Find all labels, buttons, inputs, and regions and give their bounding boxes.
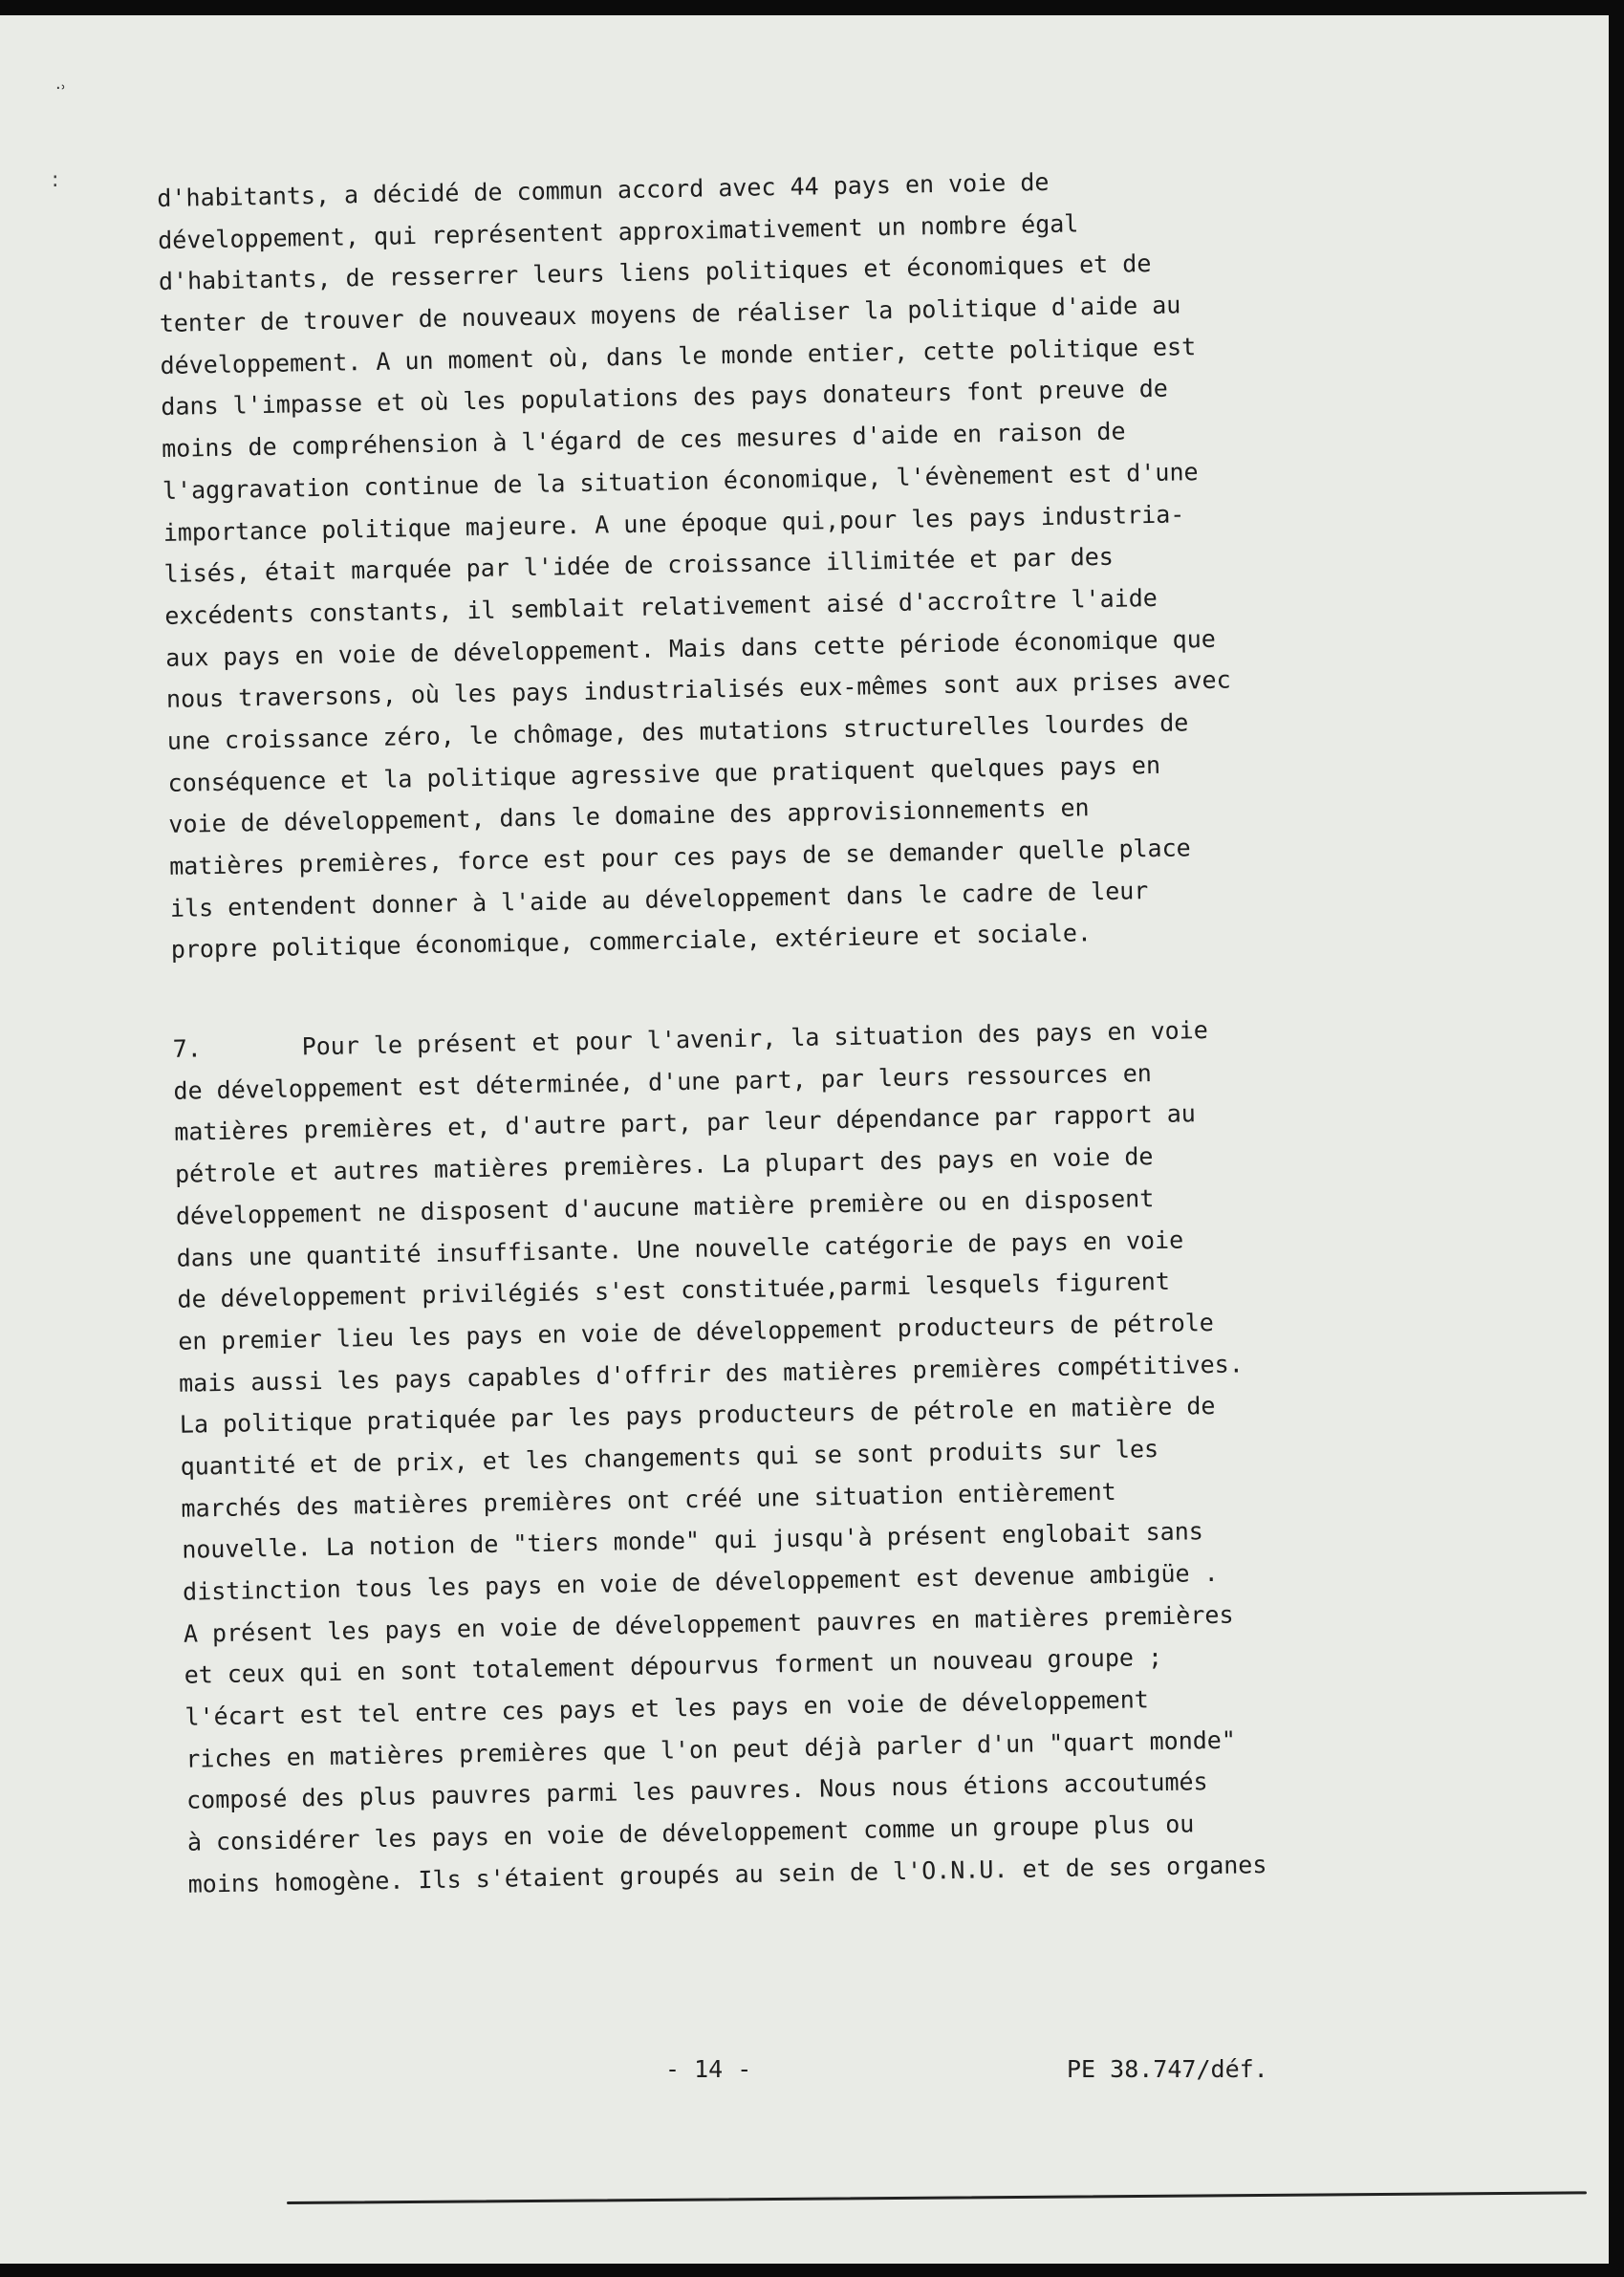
text-line: riches en matières premières que l'on peut déjà parler d'un "quart monde" (185, 1725, 1237, 1773)
text-line: développement, qui représentent approximativement un nombre égal (157, 209, 1079, 254)
text-line: importance politique majeure. A une époque qui,pour les pays industria- (162, 499, 1185, 547)
text-line: dans une quantité insuffisante. Une nouvelle catégorie de pays en voie (176, 1225, 1184, 1272)
text-line: dans l'impasse et où les populations des pays donateurs font preuve de (161, 375, 1169, 422)
text-line: nouvelle. La notion de "tiers monde" qui jusqu'à présent englobait sans (182, 1517, 1204, 1565)
text-line: moins homogène. Ils s'étaient groupés au sein de l'O.N.U. et de ses organes (187, 1850, 1267, 1898)
text-line: aux pays en voie de développement. Mais dans cette période économique que (164, 624, 1217, 672)
text-line: et ceux qui en sont totalement dépourvus forment un nouveau groupe ; (184, 1643, 1163, 1690)
text-line: matières premières et, d'autre part, par leur dépendance par rapport au (174, 1099, 1197, 1147)
text-line: marchés des matières premières ont créé une situation entièrement (181, 1477, 1116, 1523)
text-line: quantité et de prix, et les changements qui se sont produits sur les (180, 1434, 1159, 1481)
paragraph-7 (172, 1007, 1402, 1906)
text-line: une croissance zéro, le chômage, des mutations structurelles lourdes de (166, 708, 1189, 755)
document-reference: PE 38.747/déf. (1067, 2055, 1268, 2083)
page-number: - 14 - (665, 2055, 752, 2083)
text-line: l'écart est tel entre ces pays et les pays en voie de développement (184, 1685, 1150, 1731)
text-line: tenter de trouver de nouveaux moyens de réaliser la politique d'aide au (159, 291, 1181, 338)
text-line: distinction tous les pays en voie de développement est devenue ambigüe . (182, 1558, 1219, 1606)
text-line: mais aussi les pays capables d'offrir des matières premières compétitives. (178, 1349, 1244, 1398)
text-line: de développement privilégiés s'est constituée,parmi lesquels figurent (177, 1267, 1171, 1313)
scan-mark: : (52, 168, 59, 192)
text-line: propre politique économique, commerciale, extérieure et sociale. (170, 919, 1093, 965)
text-line: A présent les pays en voie de développement pauvres en matières premières (183, 1600, 1234, 1648)
text-line: lisés, était marquée par l'idée de croissance illimitée et par des (163, 542, 1115, 589)
text-line: voie de développement, dans le domaine des approvisionnements en (168, 793, 1090, 839)
text-line: d'habitants, a décidé de commun accord avec 44 pays en voie de (157, 167, 1050, 212)
text-line: Pour le présent et pour l'avenir, la situation des pays en voie (301, 1016, 1209, 1061)
text-line: composé des plus pauvres parmi les pauvres. Nous nous étions accoutumés (185, 1767, 1208, 1815)
text-line: en premier lieu les pays en voie de développement producteurs de pétrole (178, 1308, 1215, 1355)
scan-mark: ·˒ (55, 78, 67, 98)
body-text (157, 156, 1402, 1905)
text-line: nous traversons, où les pays industrialisés eux-mêmes sont aux prises avec (165, 665, 1231, 714)
text-line: ils entendent donner à l'aide au développement dans le cadre de leur (169, 876, 1149, 922)
text-line: excédents constants, il semblait relativement aisé d'accroître l'aide (164, 583, 1158, 630)
text-line: développement. A un moment où, dans le monde entier, cette politique est (160, 332, 1197, 380)
text-line: La politique pratiquée par les pays producteurs de pétrole en matière de (179, 1392, 1216, 1440)
document-page (0, 15, 1609, 2264)
text-line: pétrole et autres matières premières. La plupart des pays en voie de (174, 1142, 1154, 1188)
text-line: conséquence et la politique agressive que pratiquent quelques pays en (167, 750, 1161, 797)
paragraph-number: 7. (172, 1034, 203, 1063)
text-line: d'habitants, de resserrer leurs liens politiques et économiques et de (158, 249, 1152, 296)
text-line: matières premières, force est pour ces pays de se demander quelle place (168, 834, 1191, 880)
text-line: moins de compréhension à l'égard de ces mesures d'aide en raison de (161, 417, 1126, 464)
text-line: à considérer les pays en voie de développement comme un groupe plus ou (186, 1810, 1195, 1856)
bottom-rule (287, 2191, 1587, 2204)
text-line: l'aggravation continue de la situation économique, l'évènement est d'une (162, 457, 1199, 505)
paragraph-1 (157, 156, 1385, 971)
text-line: de développement est déterminée, d'une part, par leurs ressources en (173, 1058, 1153, 1105)
text-line: développement ne disposent d'aucune matière première ou en disposent (175, 1183, 1155, 1230)
